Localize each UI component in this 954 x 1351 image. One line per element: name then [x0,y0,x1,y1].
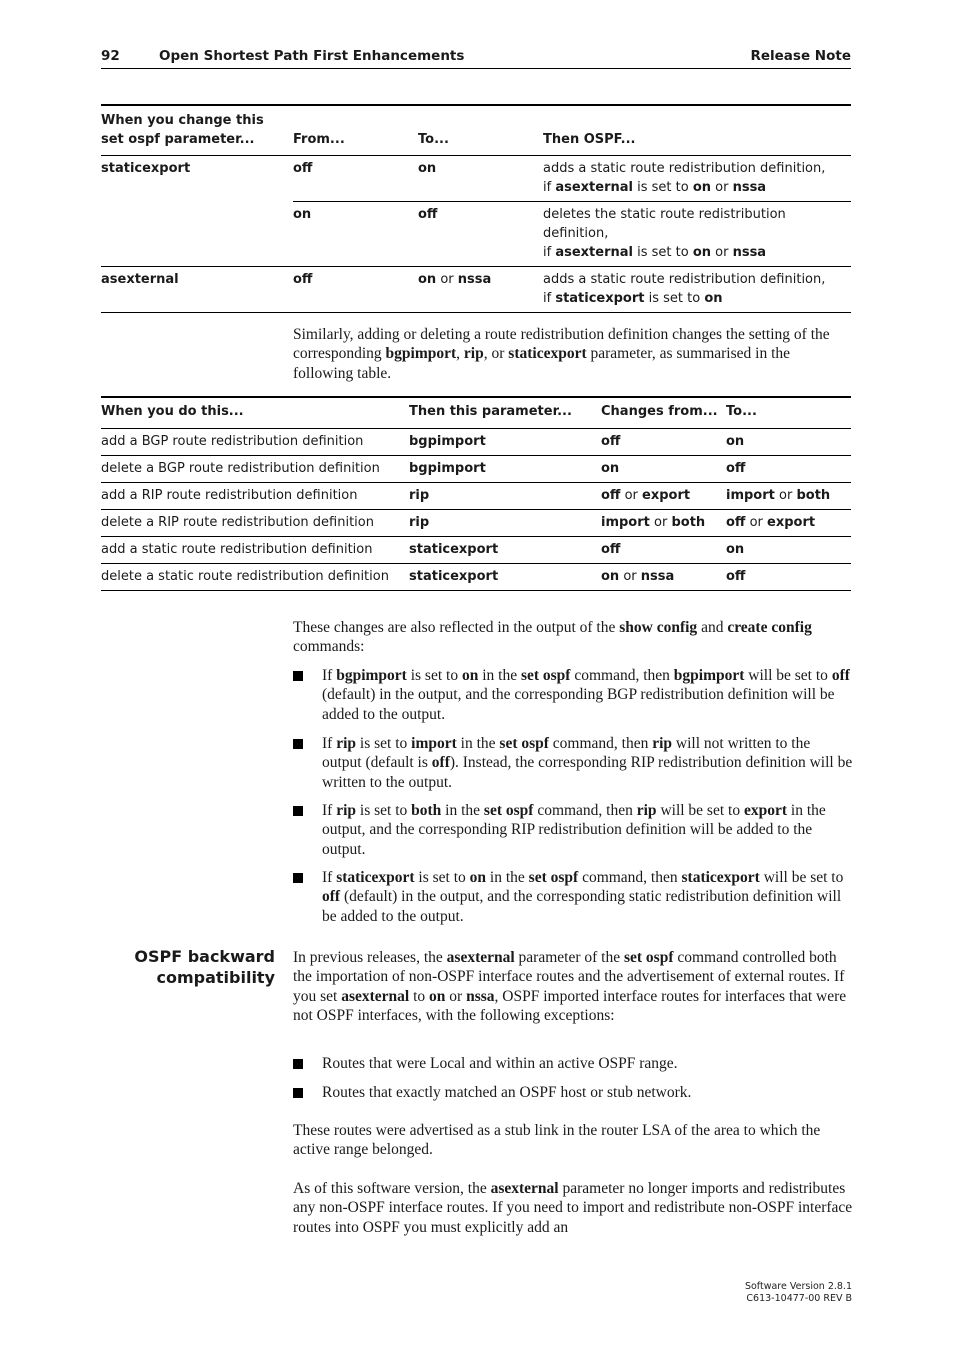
software-version: Software Version 2.8.1 [744,1281,852,1292]
table-row [101,456,851,483]
output-paragraph: These changes are also reflected in the output of the show config and create config commands: [293,619,812,656]
cell-from: on or nssa [601,564,726,591]
cell-then: deletes the static route redistribution definition, if asexternal is set to on or nssa [543,202,851,267]
document-revision: C613-10477-00 REV B [746,1293,852,1304]
cell-action: add a BGP route redistribution definition [101,429,409,456]
col-header-action: When you do this... [101,397,409,429]
table-header-row [101,397,851,429]
bullet-square-icon [293,671,303,681]
table-row [101,267,851,313]
document-type: Release Note [750,48,851,64]
cell-to: off or export [726,510,851,537]
cell-param: staticexport [101,161,191,176]
cell-from: off or export [601,483,726,510]
table-row [101,156,851,202]
cell-to: off [726,456,851,483]
section-title: Open Shortest Path First Enhancements [159,48,465,64]
col-header-changes-from: Changes from... [601,397,726,429]
cell-then: adds a static route redistribution definition, if staticexport is set to on [543,267,851,313]
table-row [101,483,851,510]
cell-param: staticexport [409,564,601,591]
list-item [293,1054,853,1073]
cell-from: off [601,537,726,564]
intro-paragraph: Similarly, adding or deleting a route redistribution definition changes the setting of the corresponding bgpimport, rip, or staticexport parameter, as summarised in the following table. [293,326,830,382]
bullet-text: Routes that were Local and within an active OSPF range. [322,1055,678,1072]
bullet-text: If bgpimport is set to on in the set ospf command, then bgpimport will be set to off (default) in the output, and the corresponding BGP redistribution definition will be added to the output. [322,667,850,723]
cell-from: off [293,161,313,176]
list-item [293,868,853,926]
cell-from: off [293,267,418,313]
bullet-square-icon [293,739,303,749]
section-heading: OSPF backward compatibility [134,947,275,987]
cell-param: rip [409,483,601,510]
cell-to: on or nssa [418,267,543,313]
bullet-text: Routes that exactly matched an OSPF host or stub network. [322,1084,692,1101]
cell-to: on [418,161,437,176]
bullet-square-icon [293,1059,303,1069]
cell-to: on [726,429,851,456]
cell-action: delete a BGP route redistribution definition [101,456,409,483]
list-item [293,666,853,724]
bullet-square-icon [293,873,303,883]
col-header-parameter: When you change this set ospf parameter... [101,105,293,156]
ospf-parameter-change-table [101,104,851,313]
page-number: 92 [101,48,120,64]
cell-to: off [726,564,851,591]
table-row [101,564,851,591]
table-header-row [101,105,851,156]
table-row [101,202,851,267]
cell-to: on [726,537,851,564]
col-header-to: To... [418,105,543,156]
current-version-paragraph: As of this software version, the asexternal parameter no longer imports and redistributes any non-OSPF interface routes. If you need to import and redistribute non-OSPF interface routes into OSPF you must explicitly add an [293,1180,853,1236]
cell-from: import or both [601,510,726,537]
cell-action: delete a static route redistribution definition [101,564,409,591]
cell-from: off [601,429,726,456]
page-header [101,48,851,69]
col-header-from: From... [293,105,418,156]
table-row [101,429,851,456]
page-footer [745,1281,852,1305]
cell-param: bgpimport [409,456,601,483]
table-row [101,510,851,537]
table-row [101,537,851,564]
stub-link-paragraph: These routes were advertised as a stub link in the router LSA of the area to which the active range belonged. [293,1122,821,1159]
list-item [293,801,853,859]
cell-action: delete a RIP route redistribution definition [101,510,409,537]
cell-param [101,202,293,267]
cell-param: asexternal [101,267,293,313]
cell-param: bgpimport [409,429,601,456]
cell-then: adds a static route redistribution definition, if asexternal is set to on or nssa [543,161,826,195]
cell-action: add a RIP route redistribution definition [101,483,409,510]
redistribution-definition-table [101,396,851,591]
bullet-text: If staticexport is set to on in the set ospf command, then staticexport will be set to off (default) in the output, and the corresponding static redistribution definition will be added to the output. [322,869,844,925]
bullet-square-icon [293,1088,303,1098]
cell-to: import or both [726,483,851,510]
cell-from: on [293,202,418,267]
col-header-to: To... [726,397,851,429]
bullet-text: If rip is set to both in the set ospf command, then rip will be set to export in the output, and the corresponding RIP redistribution definition will be added to the output. [322,802,826,858]
bullet-text: If rip is set to import in the set ospf command, then rip will not written to the output (default is off). Instead, the corresponding RIP redistribution definition will be written to the output. [322,735,853,791]
cell-param: rip [409,510,601,537]
cell-param: staticexport [409,537,601,564]
bullet-square-icon [293,806,303,816]
col-header-parameter: Then this parameter... [409,397,601,429]
cell-action: add a static route redistribution definition [101,537,409,564]
list-item [293,1083,853,1102]
cell-from: on [601,456,726,483]
list-item [293,734,853,792]
compat-paragraph: In previous releases, the asexternal parameter of the set ospf command controlled both the importation of non-OSPF interface routes and the advertisement of external routes. If you set asexternal to on or nssa, OSPF imported interface routes for interfaces that were not OSPF interfaces, with the following exceptions: [293,949,847,1024]
col-header-then: Then OSPF... [543,105,851,156]
cell-to: off [418,202,543,267]
